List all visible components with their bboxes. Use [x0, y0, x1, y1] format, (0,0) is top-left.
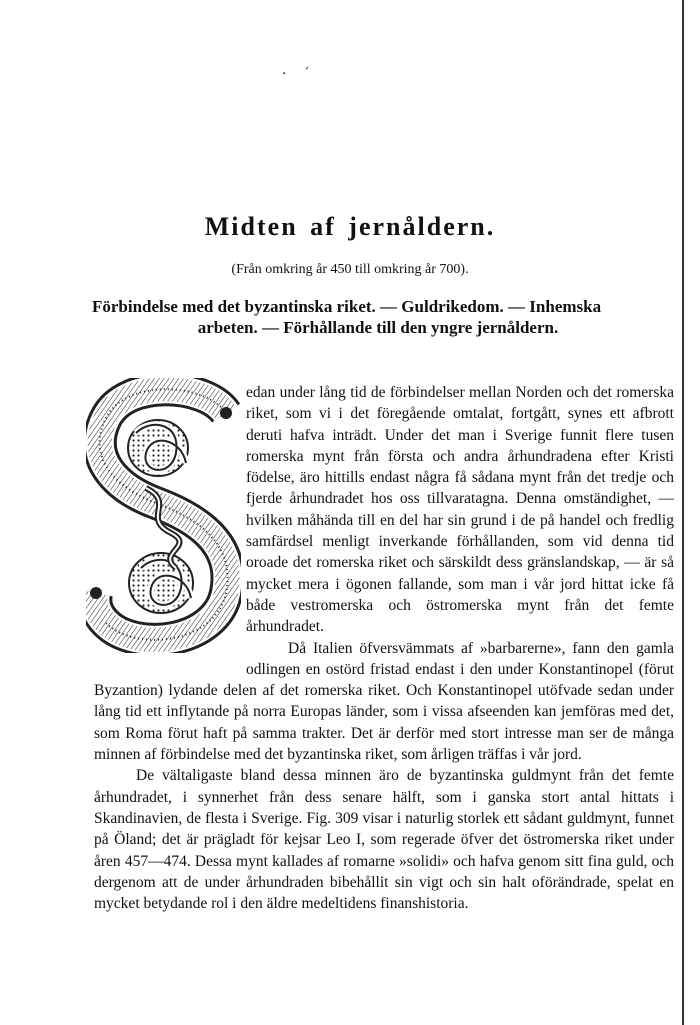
printing-marks: · ´	[282, 66, 316, 82]
body-text	[94, 382, 674, 914]
chapter-summary	[92, 296, 672, 338]
initial-spacer	[94, 382, 246, 667]
page-edge-line	[682, 0, 684, 1025]
summary-line-1: Förbindelse med det byzantinska riket. — Guldrikedom. — Inhemska	[92, 297, 602, 316]
paragraph-3: De vältaligaste bland dessa minnen äro de byzantinska guldmynt från det femte århundradet, i synnerhet från dess senare hälft, som i ganska stort antal hittats i Skandinavien, de flesta i Sverige. Fig. 309 visar i naturlig storlek ett sådant guldmynt, funnet på Öland; det är prägladt för kejsar Leo I, som regerade öfver det östromerska riket under åren 457—474. Dessa mynt kallades af romarne »solidi» och hafva genom sitt fina guld, och dergenom att de under århundraden bibehållit sin vigt och sin halt oförändrade, spelat en mycket betydande rol i den äldre medeltidens finanshistoria.	[94, 767, 674, 913]
chapter-subtitle: (Från omkring år 450 till omkring år 700).	[231, 262, 469, 277]
paragraph-1: edan under lång tid de förbindelser mellan Norden och det romerska riket, som vi i det föregående omtalat, fortgått, synes ett afbrott deruti hafva inträdt. Under det man i Sverige funnit flere tusen romerska mynt från första och andra århundradena efter Kristi födelse, äro hittills endast några få sådana mynt från det tredje och fjerde århundradet hos oss tillvaratagna. Denna omständighet, — hvilken måhända till en del har sin grund i de på handel och fredlig samfärdsel menligt inverkande förhållanden, som vid denna tid oroade det romerska riket och särskildt dess gränslandskap, — är så mycket mera i ögonen fallande, som man i vår jord hittat icke få både vestromerska och östromerska mynt från det femte århundradet.	[246, 384, 674, 636]
summary-line-2: arbeten. — Förhållande till den yngre jernåldern.	[197, 318, 559, 337]
paragraph-2: Då Italien öfversvämmats af »barbarerne», fann den gamla odlingen en ostörd fristad endast i den under Konstantinopel (förut Byzantion) lydande delen af det romerska riket. Och Konstantinopel utöfvade sedan under lång tid ett inflytande på norra Europas länder, som i vissa afseenden kan jemföras med det, som Roma förut haft på samma trakter. Det är derför med stort intresse man ser de många minnen af förbindelse med det byzantinska riket, som årligen träffas i vår jord.	[94, 639, 674, 764]
chapter-title: Midten af jernåldern.	[204, 212, 496, 241]
